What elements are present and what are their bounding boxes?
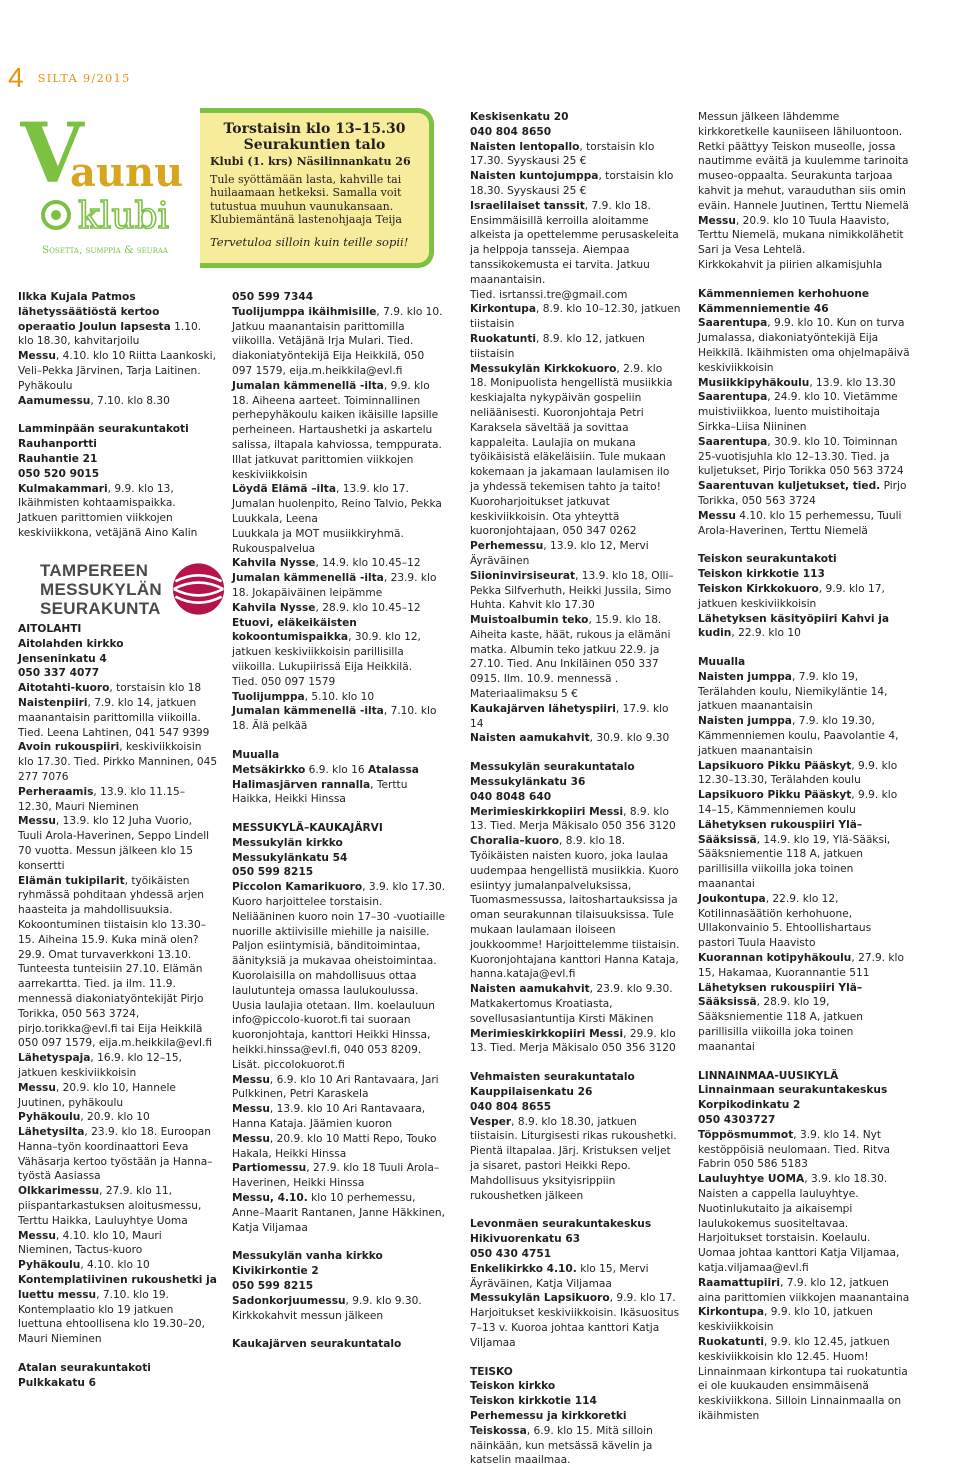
list-item: LINNAINMAA-UUSIKYLÄ: [698, 1069, 839, 1082]
list-group: [470, 1365, 682, 1469]
tms-logo: [40, 558, 225, 620]
list-item: Jumalan kämmenellä -ilta, 9.9. klo 18. Aiheena aarteet. Toiminnallinen perhepyhäkoulu kaiken ikäisille lapsille perheineen. Hartaushetki ja askartelu salissa, iltapala kahviossa, temppurata. Illat jatkuvat parittomien viikkojen keskiviikkoisin: [232, 379, 442, 481]
list-item: Saarentuvan kuljetukset, tied. Pirjo Torikka, 050 563 3724: [698, 480, 907, 507]
list-item: Choralia–kuoro, 8.9. klo 18. Työikäisten naisten kuoro, joka laulaa uudempaa hengellistä musiikkia. Kuoro esiintyy jumalanpalveluksissa, Tuomasmessussa, laitoshartauksissa ja oman seurakunnan tilaisuuksissa. Tule mukaan laulamaan iloiseen joukkoomme! Harjoittelemme tiistaisin. Kuoronjohtajana kanttori Hanna Kataja, hanna.kataja@evl.fi: [470, 835, 680, 981]
list-item: 050 599 7344: [232, 291, 314, 303]
klubi-info-box: [200, 108, 434, 268]
list-group: [698, 1069, 910, 1424]
list-item: Perheraamis, 13.9. klo 11.15–12.30, Mauri Nieminen: [18, 785, 186, 813]
list-item: Olkkarimessu, 27.9. klo 11, piispantarkastuksen aloitusmessu, Terttu Haikka, Lauluyhtye Uoma: [18, 1185, 202, 1227]
list-item: Muualla: [698, 656, 746, 669]
list-item: Ilkka Kujala Patmos lähetyssäätiöstä kertoo operaatio Joulun lapsesta 1.10. klo 18.30, kahvitarjoilu: [18, 291, 202, 348]
list-item: Kirkontupa, 8.9. klo 10–12.30, jatkuen tiistaisin: [470, 303, 681, 331]
list-item: Siioninvirsiseurat, 13.9. klo 18, Olli–Pekka Silfverhuth, Heikki Jussila, Simo Huhta. Kahvit klo 17.30: [470, 569, 674, 612]
list-item: Lapsikuoro Pikku Pääskyt, 9.9. klo 14–15, Kämmenniemen koulu: [698, 789, 898, 817]
list-item: Messun jälkeen lähdemme kirkkoretkelle kauniiseen lähiluontoon. Retki päättyy Teiskon museolle, jossa nautimme eväitä ja kuulemme tarinoita museo-oppaalta. Seurakunta tarjoaa kahvit ja mehut, varauduthan siis omin eväin. Hannele Juutinen, Terttu Niemelä: [698, 111, 909, 212]
list-item: 050 337 4077: [18, 667, 100, 680]
list-item: Pyhäkoulu, 20.9. klo 10: [18, 1111, 150, 1124]
list-item: Elämän tukipilarit, työikäisten ryhmässä pohditaan yhdessä arjen haasteita ja mahdollisuuksia. Kokoontuminen tiistaisin klo 13.30–15. Aiheina 15.9. Kuka minä olen? 29.9. Omat turvaverkkoni 13.10. Tunteesta tunteisiin 27.10. Elämän aarrekartta. Tied. ja ilm. 11.9. mennessä diakoniatyöntekijät Pirjo Torikka, 050 563 3724, pirjo.torikka@evl.fi tai Eija Heikkilä 050 097 1579, eija.m.heikkila@evl.fi: [18, 874, 213, 1050]
list-item: Jenseninkatu 4: [18, 652, 107, 665]
list-item: Kontemplatiivinen rukoushetki ja luettu messu, 7.10. klo 19. Kontemplaatio klo 19 jatkuen luettuna ehtoollisena klo 19.30–20, Mauri Nieminen: [18, 1274, 217, 1346]
list-item: Messu, 20.9. klo 10, Hannele Juutinen, pyhäkoulu: [18, 1081, 176, 1109]
list-item: Saarentupa, 30.9. klo 10. Toiminnan 25-vuotisjuhla klo 12–13.30. Tied. ja kuljetukset, Pirjo Torikka 050 563 3724: [698, 435, 904, 478]
tms-name-line: MESSUKYLÄN: [40, 579, 163, 599]
list-item: 040 8048 640: [470, 790, 552, 803]
list-item: Levonmäen seurakuntakeskus: [470, 1218, 652, 1231]
list-item: Messukylän Lapsikuoro, 9.9. klo 17. Harjoitukset keskiviikkoisin. Ikäsuositus 7–13 v. Kuoroa johtaa kanttori Katja Viljamaa: [470, 1292, 680, 1349]
list-item: Naisten lentopallo, torstaisin klo 17.30. Syyskausi 25 €: [470, 140, 655, 168]
list-item: Messu, 4.10. klo 10 Riitta Laankoski, Veli–Pekka Järvinen, Tarja Laitinen.: [18, 350, 216, 377]
list-item: Joukontupa, 22.9. klo 12, Kotilinnasäätiön kerhohuone, Ullakonvainio 5. Ehtoollishartaus pastori Tuula Haavisto: [698, 892, 872, 950]
list-item: Messu 4.10. klo 15 perhemessu, Tuuli Arola-Haverinen, Terttu Niemelä: [698, 509, 902, 537]
list-item: Töppösmummot, 3.9. klo 14. Nyt kestöppöisiä neulomaan. Tied. Ritva Fabrin 050 586 5183: [698, 1128, 891, 1171]
list-group: [18, 290, 218, 408]
list-group: [232, 748, 447, 807]
list-item: Kaukajärven seurakuntatalo: [232, 1338, 402, 1351]
list-group: [232, 1249, 447, 1323]
list-item: Atalan seurakuntakoti: [18, 1362, 151, 1375]
list-item: Pyhäkoulu: [18, 379, 73, 392]
list-item: Teiskon kirkkotie 113: [698, 568, 825, 581]
list-item: Saarentupa, 9.9. klo 10. Kun on turva Jumalassa, diakoniatyöntekijä Eija Heikkilä. Ikäihmisten oma ohjelmapäivä keskiviikkoisin: [698, 317, 910, 374]
list-item: Kulmakammari, 9.9. klo 13, Ikäihmisten kohtaamispaikka. Jatkuen parittomien viikkojen keskiviikkona, vetäjänä Aino Kalin: [18, 482, 198, 539]
list-group: [698, 110, 910, 273]
list-item: Rauhanportti: [18, 438, 97, 451]
magazine-issue: SILTA 9/2015: [37, 71, 131, 85]
list-item: Lapsikuoro Pikku Pääskyt, 9.9. klo 12.30–13.30, Terälahden koulu: [698, 759, 898, 787]
logo-initial: V: [20, 110, 84, 202]
list-group: [470, 1070, 682, 1203]
list-group: [232, 290, 447, 734]
tms-name-line: TAMPEREEN: [40, 560, 149, 580]
list-item: Tuolijumppa, 5.10. klo 10: [232, 690, 375, 703]
list-item: Vehmaisten seurakuntatalo: [470, 1071, 635, 1084]
list-item: Merimieskirkkopiiri Messi, 29.9. klo 13. Tied. Merja Mäkisalo 050 356 3120: [470, 1027, 676, 1055]
list-item: Lähetyspaja, 16.9. klo 12–15, jatkuen keskiviikkoisin: [18, 1052, 183, 1079]
list-item: Jumalan kämmenellä -ilta, 7.10. klo 18. Älä pelkää: [232, 705, 437, 733]
list-item: Lähetysilta, 23.9. klo 18. Euroopan Hanna–työn koordinaattori Eeva Vähäsarja kertoo työstään ja Hanna–työstä Aasiassa: [18, 1126, 213, 1183]
list-item: Kivikirkontie 2: [232, 1265, 319, 1278]
list-item: Partiomessu, 27.9. klo 18 Tuuli Arola–Haverinen, Heikki Hinssa: [232, 1162, 440, 1190]
list-item: Pulkkakatu 6: [18, 1376, 97, 1389]
list-item: Raamattupiiri, 7.9. klo 12, jatkuen aina parittomien viikkojen maanantaina: [698, 1276, 910, 1304]
list-item: Ruokatunti, 9.9. klo 12.45, jatkuen keskiviikkoisin klo 12.45. Huom! Linnainmaan kirkontupa tai ruokatuntia ei ole kuukauden ensimmäisenä keskiviikkona. Silloin Linnainmaalla on ikäihmisten: [698, 1335, 908, 1422]
list-item: Messu, 4.10. klo 10, Mauri Nieminen, Tactus-kuoro: [18, 1229, 162, 1257]
list-item: Ruokatunti, 8.9. klo 12, jatkuen tiistaisin: [470, 332, 645, 360]
list-item: 70 vuotta. Messun jälkeen klo 15 konsertti: [18, 844, 193, 872]
list-item: Naistenpiiri, 7.9. klo 14, jatkuen maanantaisin parittomilla viikoilla. Tied. Leena Lahtinen, 041 547 9399: [18, 696, 210, 739]
column-4: [698, 110, 910, 1438]
column-1: [18, 290, 218, 555]
list-item: 050 520 9015: [18, 467, 100, 480]
list-item: Kirkontupa, 9.9. klo 10, jatkuen keskiviikkoisin: [698, 1306, 873, 1334]
list-item: 050 599 8215: [232, 866, 314, 879]
list-item: Vesper, 8.9. klo 18.30, jatkuen tiistaisin. Liturgisesti rikas rukoushetki. Pientä iltapalaa. Järj. Kristuksen veljet ja sisaret, pastori Heikki Repo. Mahdollisuus yksityisrippiin rukoushetken jälkeen: [470, 1115, 677, 1202]
list-item: Messukylän vanha kirkko: [232, 1250, 383, 1263]
list-item: Lähetyksen käsityöpiiri Kahvi ja kudin, 22.9. klo 10: [698, 612, 890, 640]
list-item: 050 430 4751: [470, 1247, 552, 1260]
list-item: Messukylän kirkko: [232, 836, 343, 849]
list-item: Messukylänkatu 54: [232, 851, 348, 864]
list-item: AITOLAHTI: [18, 623, 82, 635]
list-item: Naisten aamukahvit, 23.9. klo 9.30. Matkakertomus Kroatiasta, sovellusasiantuntija Kirsti Mäkinen: [470, 983, 673, 1025]
list-item: Avoin rukouspiiri, keskiviikkoisin klo 17.30. Tied. Pirkko Manninen, 045 277 7076: [18, 741, 218, 783]
list-item: Messu, 13.9. klo 10 Ari Rantavaara, Hanna Kataja. Jäämien kuoron: [232, 1103, 426, 1131]
list-item: Hikivuorenkatu 63: [470, 1233, 581, 1246]
list-group: [232, 1337, 447, 1352]
list-group: [698, 287, 910, 539]
list-item: TEISKO: [470, 1365, 513, 1378]
list-item: Kauppilaisenkatu 26: [470, 1086, 593, 1098]
list-item: Messu, 4.10. klo 10 perhemessu, Anne–Maarit Rantanen, Janne Häkkinen, Katja Viljamaa: [232, 1192, 446, 1234]
list-item: Löydä Elämä –ilta, 13.9. klo 17. Jumalan huolenpito, Reino Talvio, Pekka Luukkala, Leena: [232, 483, 442, 525]
list-item: Naisten kuntojumppa, torstaisin klo 18.30. Syyskausi 25 €: [470, 170, 674, 197]
list-group: [18, 422, 218, 540]
list-item: Messukylän Kirkkokuoro, 2.9. klo 18. Monipuolista hengellistä musiikkia keskiajalta nykypäivän gospeliin neliäänisesti. Kuoronjohtaja Petri Karaksela säveltää ja sovittaa kappaleita. Laulajia on mukana työikäisistä eläkeläisiin. Tule mukaan kokemaan ja jakamaan laulamisen ilo ja yhdessä tekemisen tahto ja taito! Kuoroharjoitukset jatkuvat keskiviikkoisin. Ota yhteyttä kuoronjohtajaan, 050 347 0262: [470, 362, 673, 538]
list-item: Kahvila Nysse, 28.9. klo 10.45–12: [232, 601, 421, 614]
box-body: Tule syöttämään lasta, kahville tai huilaamaan hetkeksi. Samalla voit tutustua muuhun vaunukansaan. Klubiemäntänä lastenohjaaja Teija: [210, 172, 402, 227]
column-3: [470, 110, 682, 1482]
list-group: [18, 1361, 218, 1391]
column-2: [232, 290, 447, 1366]
tms-emblem-icon: [172, 558, 225, 620]
list-item: Aamumessu, 7.10. klo 8.30: [18, 394, 170, 407]
list-item: Pyhäkoulu, 4.10. klo 10: [18, 1259, 150, 1272]
list-item: Lähetyksen rukouspiiri Ylä–Sääksissä, 14.9. klo 19, Ylä-Sääksi, Sääksniementie 118 A, jatkuen parillisilla viikoilla joka toinen maanantai: [698, 818, 891, 891]
list-item: Messu, 20.9. klo 10 Matti Repo, Touko Hakala, Heikki Hinssa: [232, 1132, 437, 1160]
list-item: Kaukajärven lähetyspiiri, 17.9. klo 14: [470, 702, 669, 730]
list-item: Teiskon kirkkotie 114: [470, 1395, 597, 1408]
list-item: Naisten jumppa, 7.9. klo 19.30, Kämmenniemen koulu, Paavolantie 4, jatkuen maanantaisin: [698, 715, 899, 757]
tms-name-line: SEURAKUNTA: [40, 598, 161, 618]
logo-line1: aunu: [70, 149, 184, 196]
list-item: Kirkkokahvit ja piirien alkamisjuhla: [698, 258, 883, 271]
list-item: 040 804 8655: [470, 1100, 552, 1113]
list-item: Israelilaiset tanssit, 7.9. klo 18. Ensimmäisillä kerroilla aloitamme alkeista ja opettelemme perusaskeleita ja helppoja tansseja. Aiempaa tanssikokemusta ei tarvita. Jatkuu maanantaisin.: [470, 199, 679, 286]
list-item: Musiikkipyhäkoulu, 13.9. klo 13.30: [698, 376, 896, 389]
vaunu-klubi-logo-graphic: [20, 110, 190, 260]
list-item: Muistoalbumin teko, 15.9. klo 18. Aiheita kaste, häät, rukous ja elämäni matka. Albumin teko jatkuu 22.9. ja 27.10. Tied. Anu Inkiläinen 050 337 0915. Ilm. 10.9. mennessä . Materiaalimaksu 5 €: [470, 614, 671, 701]
box-welcome: Tervetuloa silloin kuin teille sopii!: [210, 234, 409, 249]
list-item: Merimieskirkkopiiri Messi, 8.9. klo 13. Tied. Merja Mäkisalo 050 356 3120: [470, 805, 676, 833]
list-group: [18, 622, 218, 1347]
list-item: Tied. 050 097 1579: [232, 675, 336, 688]
list-item: Piccolon Kamarikuoro, 3.9. klo 17.30. Kuoro harjoittelee torstaisin. Neliääninen kuoro noin 17–30 -vuotiaille nuorille aktiivisille miehille ja naisille. Paljon esiintymisiä, bänditoimintaa, äänityksiä ja mukavaa oheistoimintaa. Kuorolaisilla on mahdollisuus ottaa laulutunteja omassa laulukoulussa. Uusia laulajia otetaan. Ilm. koelauluun info@piccolo-kuorot.fi tai suoraan kuoronjohtaja, kanttori Heikki Hinssa, heikki.hinssa@evl.fi, 040 053 8209. Lisät. piccolokuorot.fi: [232, 881, 446, 1071]
list-item: Messu, 6.9. klo 10 Ari Rantavaara, Jari Pulkkinen, Petri Karaskela: [232, 1073, 439, 1101]
list-item: Teiskon kirkko: [470, 1380, 556, 1393]
list-group: [232, 821, 447, 1235]
vaunu-klubi-logo: [20, 110, 190, 260]
list-item: Kämmenniemen kerhohuone: [698, 287, 870, 300]
list-item: 050 4303727: [698, 1114, 776, 1126]
list-item: Muualla: [232, 748, 280, 761]
list-item: Metsäkirkko 6.9. klo 16 Atalassa Halimasjärven rannalla, Terttu Haikka, Heikki Hinssa: [232, 763, 419, 806]
list-item: Linnainmaan seurakuntakeskus: [698, 1084, 888, 1097]
list-item: Etuovi, eläkeikäisten kokoontumispaikka, 30.9. klo 12, jatkuen keskiviikkoisin parillisilla viikoilla. Lukupiirissä Eija Heikkilä.: [232, 616, 421, 673]
list-item: Saarentupa, 24.9. klo 10. Vietämme muistiviikkoa, luento muistihoitaja Sirkka–Liisa Niininen: [698, 391, 898, 433]
list-item: Naisten aamukahvit, 30.9. klo 9.30: [470, 732, 670, 745]
list-group: [470, 760, 682, 1056]
list-item: Naisten jumppa, 7.9. klo 19, Terälahden koulu, Niemikyläntie 14, jatkuen maanantaisin: [698, 670, 888, 713]
list-group: [698, 655, 910, 1055]
list-item: Keskisenkatu 20: [470, 111, 569, 123]
box-title: Torstaisin klo 13–15.30 Seurakuntien talo: [223, 121, 406, 153]
list-item: Messukylänkatu 36: [470, 776, 586, 789]
list-item: 050 599 8215: [232, 1280, 314, 1292]
list-item: Messu, 20.9. klo 10 Tuula Haavisto, Terttu Niemelä, mukana nimikkolähetit Sari ja Vesa Lehtelä.: [698, 214, 904, 257]
list-item: Tuolijumppa ikäihmisille, 7.9. klo 10. Jatkuu maanantaisin parittomilla viikoilla. Vetäjänä Irja Mulari. Tied. diakoniatyöntekijä Eija Heikkilä, 050 097 1579, eija.m.heikkila@evl.fi: [232, 305, 443, 377]
list-item: Messu, 13.9. klo 12 Juha Vuorio, Tuuli Arola-Haverinen, Seppo Lindell: [18, 815, 210, 843]
list-item: Lauluyhtye UOMA, 3.9. klo 18.30. Naisten a cappella lauluyhtye. Nuotinlukutaito ja aikaisempi laulukokemus suositeltavaa. Harjoitukset torstaisin. Koelaulu. Uomaa johtaa kanttori Katja Viljamaa, katja.viljamaa@evl.fi: [698, 1173, 900, 1274]
list-item: Aitotahti-kuoro, torstaisin klo 18: [18, 682, 202, 695]
list-item: Rauhantie 21: [18, 452, 98, 465]
list-item: Perhemessu ja kirkkoretki Teiskossa, 6.9. klo 15. Mitä silloin näinkään, kun metsässä kävelin ja katselin maailmaa.: [470, 1409, 653, 1467]
list-item: Lähetyksen rukouspiiri Ylä–Sääksissä, 28.9. klo 19, Sääksniementie 118 A, jatkuen parillisilla viikoilla joka toinen maanantai: [698, 981, 863, 1053]
page-header: [8, 62, 131, 94]
list-group: [698, 552, 910, 641]
page-number: 4: [8, 62, 24, 93]
list-item: 040 804 8650: [470, 125, 552, 138]
list-item: Tied. isrtanssi.tre@gmail.com: [470, 288, 628, 301]
list-item: Teiskon seurakuntakoti: [698, 553, 837, 566]
list-item: Enkelikirkko 4.10. klo 15, Mervi Äyräväinen, Katja Viljamaa: [470, 1262, 649, 1290]
box-address: Klubi (1. krs) Näsilinnankatu 26: [210, 155, 411, 168]
logo-tagline: Sosetta, sumppia & seuraa: [42, 244, 168, 256]
list-item: Lamminpään seurakuntakoti: [18, 423, 189, 436]
list-item: Korpikodinkatu 2: [698, 1099, 801, 1112]
list-item: Messukylän seurakuntatalo: [470, 761, 635, 774]
list-group: [470, 110, 682, 746]
list-item: Kämmenniementie 46: [698, 302, 829, 315]
list-item: Aitolahden kirkko: [18, 637, 124, 650]
list-item: Sadonkorjuumessu, 9.9. klo 9.30. Kirkkokahvit messun jälkeen: [232, 1294, 422, 1322]
list-group: [470, 1217, 682, 1350]
list-item: Perhemessu, 13.9. klo 12, Mervi Äyräväinen: [470, 540, 649, 567]
list-item: Teiskon Kirkkokuoro, 9.9. klo 17, jatkuen keskiviikkoisin: [698, 582, 885, 610]
list-item: Jumalan kämmenellä -ilta, 23.9. klo 18. Jokapäiväinen leipämme: [232, 572, 437, 599]
logo-line2: klubi: [78, 196, 170, 237]
list-item: Kahvila Nysse, 14.9. klo 10.45–12: [232, 557, 421, 570]
column-1-lower: [18, 622, 218, 1405]
list-item: Kuorannan kotipyhäkoulu, 27.9. klo 15, Hakamaa, Kuorannantie 511: [698, 952, 904, 979]
list-item: Luukkala ja MOT musiikkiryhmä. Rukouspalvelua: [232, 527, 404, 555]
list-item: MESSUKYLÄ–KAUKAJÄRVI: [232, 822, 383, 835]
